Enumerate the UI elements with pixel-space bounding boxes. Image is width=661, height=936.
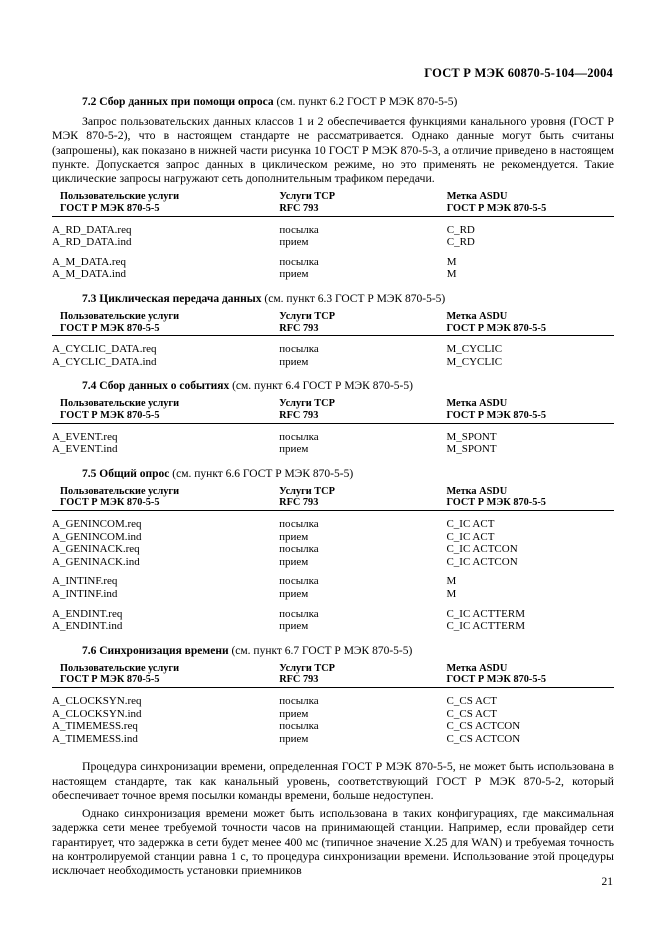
- section-title: Сбор данных при помощи опроса: [99, 96, 274, 108]
- section-number: 7.6: [82, 644, 97, 657]
- section-heading-7-4: [52, 380, 614, 392]
- cell-service: A_CYCLIC_DATA.req: [52, 343, 157, 356]
- table-row: [52, 556, 614, 569]
- section-ref: (см. пункт 6.2 ГОСТ Р МЭК 870-5-5): [276, 96, 458, 108]
- col1-header-line2: ГОСТ Р МЭК 870-5-5: [60, 674, 160, 686]
- cell-service: A_RD_DATA.req: [52, 223, 132, 236]
- table-row: [52, 256, 614, 269]
- section-number: 7.5: [82, 467, 97, 480]
- section-heading-7-6: [52, 645, 614, 657]
- cell-asdu: C_IC ACTCON: [446, 555, 518, 568]
- cell-service: A_EVENT.req: [52, 430, 118, 443]
- table-header-row: [52, 311, 614, 336]
- col2-header-line2: RFC 793: [279, 410, 319, 422]
- cell-service: A_M_DATA.ind: [52, 268, 126, 281]
- cell-service: A_GENINCOM.ind: [52, 530, 142, 543]
- cell-tcp: прием: [279, 268, 309, 281]
- cell-asdu: C_CS ACT: [446, 694, 497, 707]
- cell-service: A_GENINCOM.req: [52, 517, 142, 530]
- col3-header-line1: Метка ASDU: [446, 311, 508, 323]
- cell-service: A_GENINACK.ind: [52, 555, 140, 568]
- page-header: ГОСТ Р МЭК 60870-5-104—2004: [424, 66, 613, 80]
- cell-service: A_ENDINT.req: [52, 607, 123, 620]
- table-group-gap: [52, 249, 614, 256]
- table-row: [52, 443, 614, 456]
- section-number: 7.4: [82, 380, 97, 393]
- cell-service: A_TIMEMESS.req: [52, 720, 138, 733]
- section-number: 7.2: [82, 96, 97, 108]
- cell-service: A_CLOCKSYN.ind: [52, 707, 142, 720]
- col1-header-line2: ГОСТ Р МЭК 870-5-5: [60, 410, 160, 422]
- cell-asdu: C_IC ACTCON: [446, 543, 518, 556]
- col3-header-line1: Метка ASDU: [446, 191, 508, 203]
- table-row: [52, 687, 614, 707]
- table-group-gap: [52, 601, 614, 608]
- table-row: [52, 608, 614, 621]
- col1-header-line1: Пользовательские услуги: [60, 398, 180, 410]
- table-row: [52, 268, 614, 281]
- col2-header-line2: RFC 793: [279, 203, 319, 215]
- col3-header-line1: Метка ASDU: [446, 662, 508, 674]
- col1-header-line1: Пользовательские услуги: [60, 191, 180, 203]
- section-heading-7-3: [52, 293, 614, 305]
- col2-header-line1: Услуги TCP: [279, 662, 335, 674]
- cell-tcp: посылка: [279, 694, 319, 707]
- cell-asdu: M_SPONT: [446, 430, 497, 443]
- section-title: Сбор данных о событиях: [99, 380, 230, 393]
- section-ref: (см. пункт 6.6 ГОСТ Р МЭК 870-5-5): [172, 467, 354, 480]
- paragraph: Процедура синхронизации времени, определенная ГОСТ Р МЭК 870-5-5, не может быть использована в настоящем стандарте, так как канальный уровень, соответствующий ГОСТ Р МЭК 870-5-2, который обеспечивает точное время посылки команды времени, больше недоступен.: [52, 759, 614, 802]
- table-row: [52, 531, 614, 544]
- table-row: [52, 575, 614, 588]
- section-heading-7-2: [52, 96, 614, 108]
- table-row: [52, 620, 614, 633]
- section-title: Синхронизация времени: [99, 644, 229, 657]
- cell-tcp: посылка: [279, 255, 319, 268]
- cell-service: A_INTINF.ind: [52, 587, 118, 600]
- cell-tcp: посылка: [279, 543, 319, 556]
- cell-tcp: посылка: [279, 720, 319, 733]
- col2-header-line1: Услуги TCP: [279, 311, 335, 323]
- table-row: [52, 708, 614, 721]
- page-content: [52, 96, 614, 882]
- cell-asdu: M: [446, 575, 457, 588]
- table-row: [52, 510, 614, 530]
- cell-tcp: прием: [279, 355, 309, 368]
- section-ref: (см. пункт 6.4 ГОСТ Р МЭК 870-5-5): [232, 380, 413, 393]
- col1-header-line2: ГОСТ Р МЭК 870-5-5: [60, 203, 160, 215]
- section-title: Циклическая передача данных: [99, 293, 262, 306]
- cell-service: A_CLOCKSYN.req: [52, 694, 142, 707]
- cell-service: A_INTINF.req: [52, 575, 118, 588]
- service-table-7-5: [52, 486, 614, 633]
- section-ref: (см. пункт 6.3 ГОСТ Р МЭК 870-5-5): [264, 293, 446, 306]
- col2-header-line2: RFC 793: [279, 674, 319, 686]
- table-row: [52, 720, 614, 733]
- col2-header-line2: RFC 793: [279, 322, 319, 334]
- col3-header-line2: ГОСТ Р МЭК 870-5-5: [446, 203, 547, 215]
- section-ref: (см. пункт 6.7 ГОСТ Р МЭК 870-5-5): [231, 644, 413, 657]
- service-table-7-6: [52, 663, 614, 746]
- table-row: [52, 588, 614, 601]
- table-header-row: [52, 486, 614, 511]
- cell-asdu: C_IC ACT: [446, 530, 495, 543]
- cell-asdu: C_CS ACTCON: [446, 720, 521, 733]
- section-heading-7-5: [52, 468, 614, 480]
- section-title: Общий опрос: [99, 467, 170, 480]
- cell-tcp: прием: [279, 443, 309, 456]
- cell-tcp: прием: [279, 732, 309, 745]
- cell-asdu: C_IC ACT: [446, 517, 495, 530]
- cell-asdu: M_SPONT: [446, 443, 497, 456]
- col2-header-line1: Услуги TCP: [279, 485, 335, 497]
- col3-header-line1: Метка ASDU: [446, 398, 508, 410]
- cell-asdu: C_CS ACTCON: [446, 732, 521, 745]
- col1-header-line2: ГОСТ Р МЭК 870-5-5: [60, 322, 160, 334]
- cell-tcp: посылка: [279, 607, 319, 620]
- cell-service: A_EVENT.ind: [52, 443, 118, 456]
- col1-header-line2: ГОСТ Р МЭК 870-5-5: [60, 497, 160, 509]
- closing-text: [52, 759, 614, 877]
- table-group-gap: [52, 568, 614, 575]
- cell-tcp: прием: [279, 530, 309, 543]
- cell-asdu: M_CYCLIC: [446, 343, 503, 356]
- paragraph: Однако синхронизация времени может быть использована в таких конфигурациях, где максимальная задержка сети менее требуемой точности часов на принимающей станции. Например, если провайдер сети гарантирует, что задержка в сети будет менее 400 мс (типичное значение Х.25 для WAN) и требуемая точность на контролируемой станции равна 1 с, то процедура синхронизации времени. Использование этой процедуры исключает необходимость установки приемников: [52, 806, 614, 878]
- cell-asdu: M_CYCLIC: [446, 355, 503, 368]
- cell-tcp: посылка: [279, 517, 319, 530]
- col2-header-line1: Услуги TCP: [279, 191, 336, 203]
- service-table-7-2: [52, 191, 614, 281]
- col1-header-line1: Пользовательские услуги: [60, 311, 180, 323]
- col3-header-line1: Метка ASDU: [446, 485, 508, 497]
- cell-tcp: прием: [279, 587, 309, 600]
- cell-asdu: M: [446, 268, 457, 281]
- table-row: [52, 543, 614, 556]
- table-header-row: [52, 398, 614, 423]
- col3-header-line2: ГОСТ Р МЭК 870-5-5: [446, 674, 547, 686]
- cell-service: A_M_DATA.req: [52, 255, 126, 268]
- cell-service: A_RD_DATA.ind: [52, 236, 132, 249]
- cell-asdu: M: [446, 255, 457, 268]
- cell-tcp: посылка: [279, 343, 319, 356]
- cell-asdu: C_RD: [446, 236, 475, 249]
- table-header-row: [52, 191, 614, 216]
- table-row: [52, 733, 614, 746]
- cell-asdu: C_CS ACT: [446, 707, 497, 720]
- cell-tcp: посылка: [279, 223, 319, 236]
- table-row: [52, 336, 614, 356]
- col3-header-line2: ГОСТ Р МЭК 870-5-5: [446, 322, 546, 334]
- cell-asdu: C_RD: [446, 223, 475, 236]
- cell-service: A_CYCLIC_DATA.ind: [52, 355, 157, 368]
- section-number: 7.3: [82, 293, 97, 306]
- cell-service: A_TIMEMESS.ind: [52, 732, 138, 745]
- cell-tcp: прием: [279, 707, 309, 720]
- col1-header-line1: Пользовательские услуги: [60, 662, 180, 674]
- cell-tcp: прием: [279, 555, 309, 568]
- table-row: [52, 423, 614, 443]
- page-number: 21: [601, 876, 613, 888]
- col2-header-line2: RFC 793: [279, 497, 319, 509]
- cell-tcp: посылка: [279, 575, 319, 588]
- cell-service: A_ENDINT.ind: [52, 620, 123, 633]
- service-table-7-4: [52, 398, 614, 455]
- cell-tcp: прием: [279, 236, 309, 249]
- col2-header-line1: Услуги TCP: [279, 398, 335, 410]
- table-row: [52, 236, 614, 249]
- table-row: [52, 216, 614, 236]
- cell-service: A_GENINACK.req: [52, 543, 140, 556]
- table-row: [52, 356, 614, 369]
- col1-header-line1: Пользовательские услуги: [60, 485, 180, 497]
- col3-header-line2: ГОСТ Р МЭК 870-5-5: [446, 410, 546, 422]
- col3-header-line2: ГОСТ Р МЭК 870-5-5: [446, 497, 546, 509]
- cell-asdu: C_IC ACTTERM: [446, 620, 525, 633]
- cell-asdu: M: [446, 587, 457, 600]
- cell-tcp: прием: [279, 620, 309, 633]
- table-header-row: [52, 663, 614, 688]
- paragraph: Запрос пользовательских данных классов 1 и 2 обеспечивается функциями канального уровня (ГОСТ Р МЭК 870-5-2), что в настоящем стандарте не рассматривается. Однако данные могут быть считаны (запрошены), как показано в нижней части рисунка 10 ГОСТ Р МЭК 870-5-3, а отличие приведено в настоящем пункте. Допускается запрос данных в циклическом режиме, но это применять не рекомендуется. Такие циклические запросы нагружают сеть дополнительным трафиком передачи.: [52, 114, 614, 186]
- service-table-7-3: [52, 311, 614, 368]
- cell-tcp: посылка: [279, 430, 319, 443]
- cell-asdu: C_IC ACTTERM: [446, 607, 525, 620]
